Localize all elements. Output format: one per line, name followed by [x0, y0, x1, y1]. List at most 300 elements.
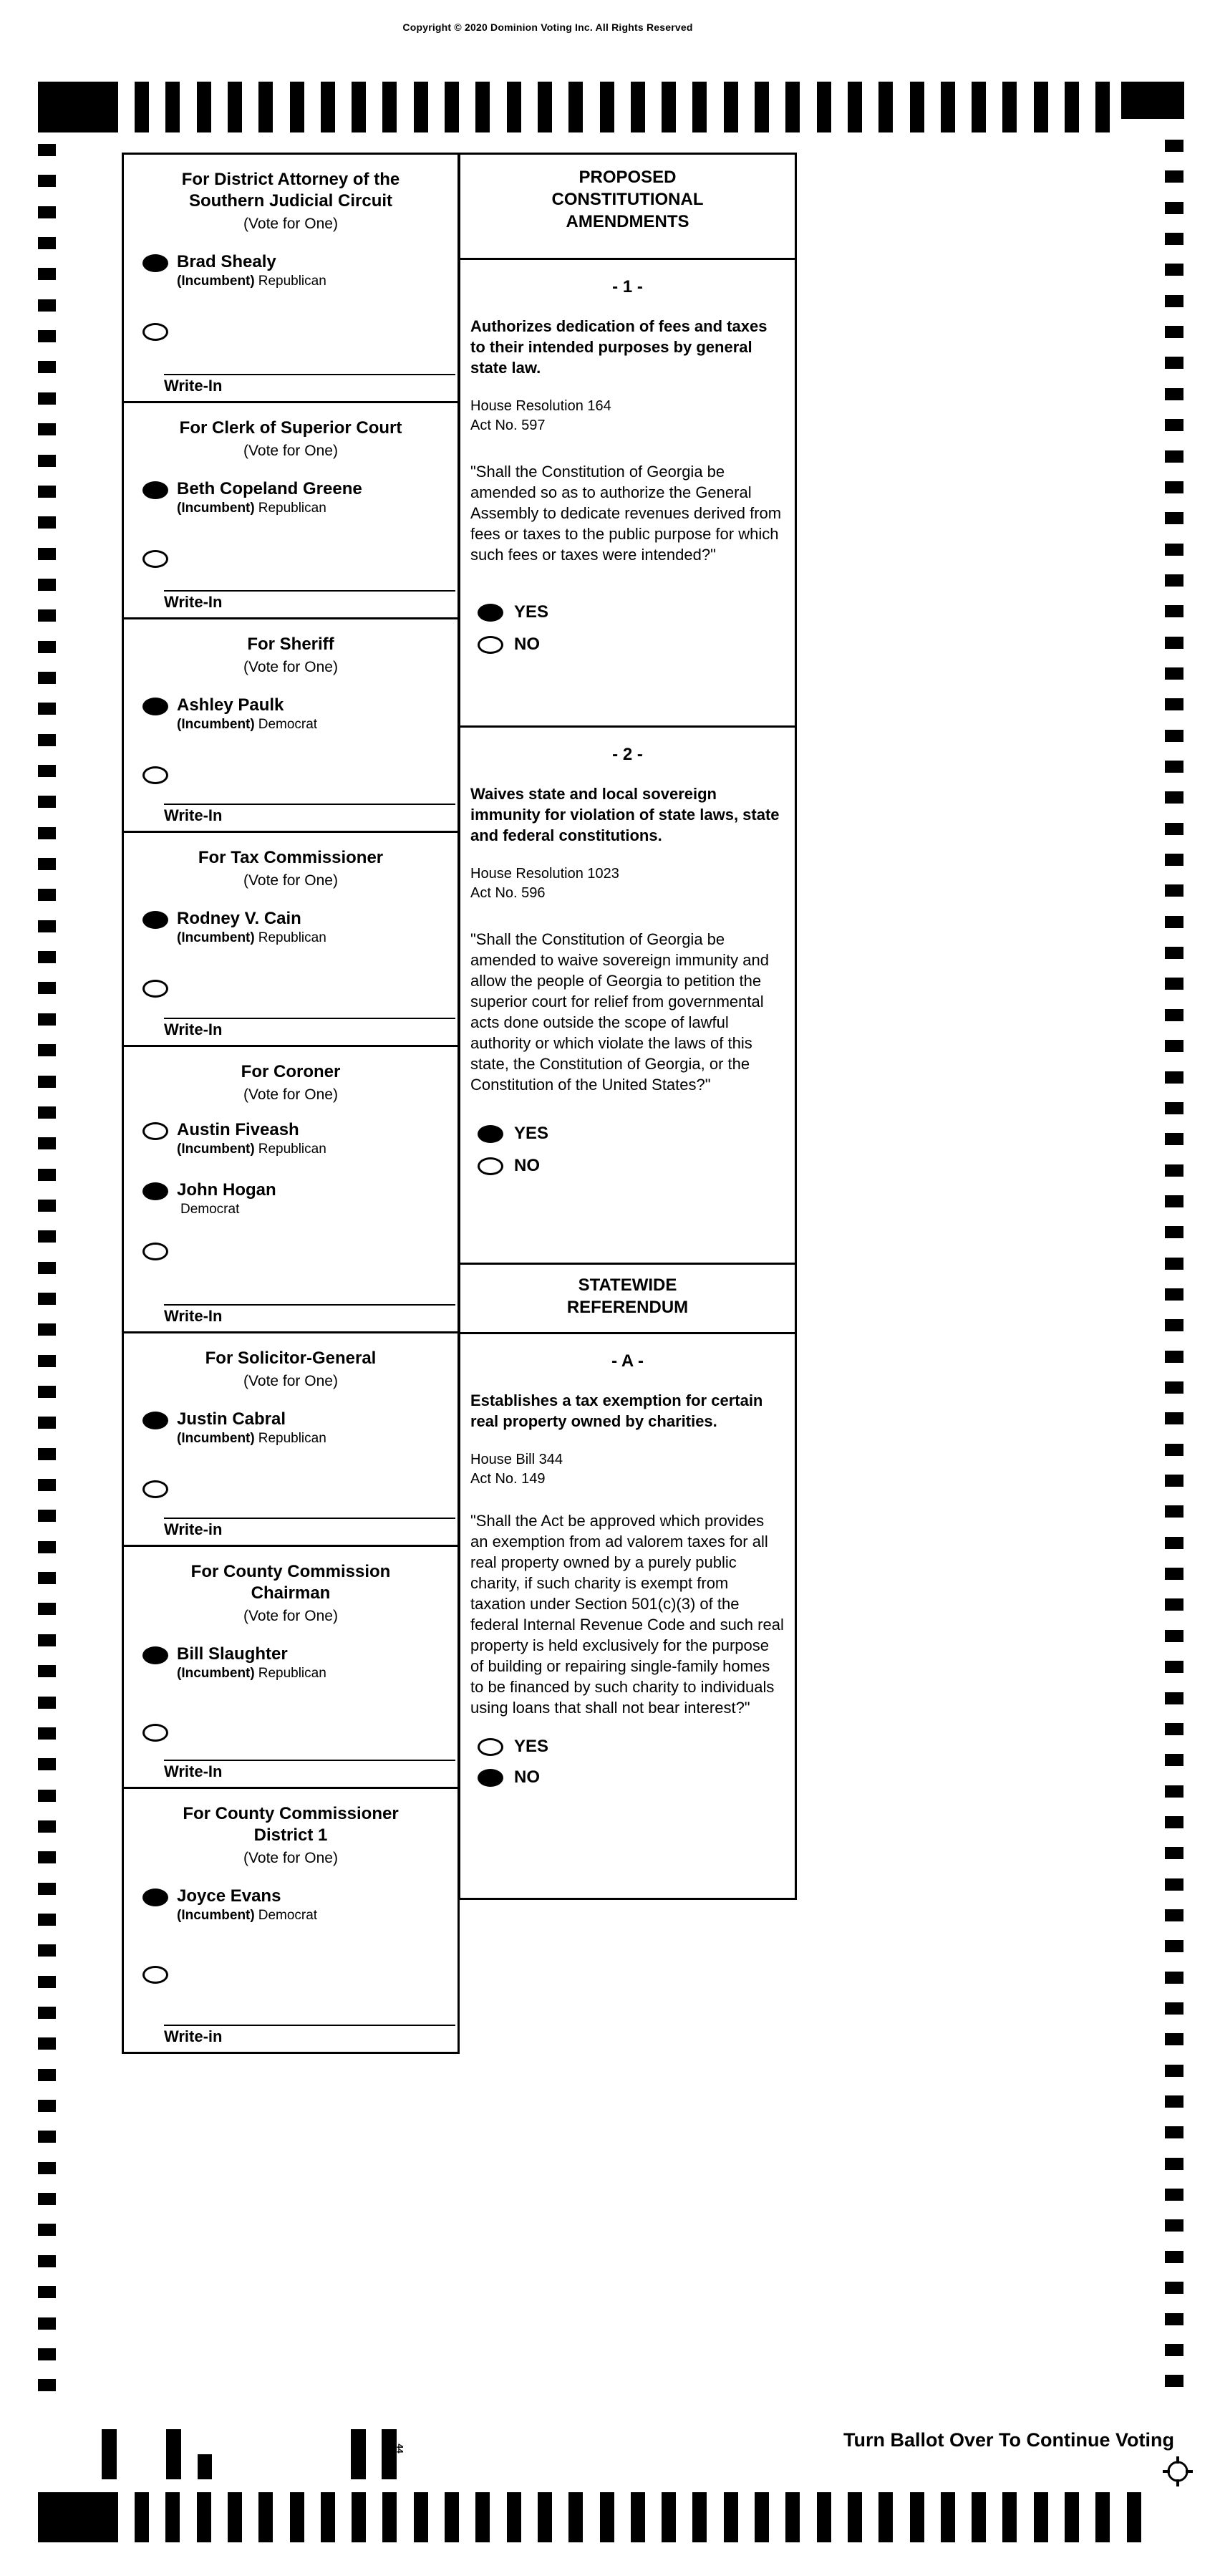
- stub-bar: [166, 2429, 181, 2479]
- timing-mark: [38, 2069, 56, 2081]
- timing-mark: [1165, 140, 1183, 152]
- timing-mark: [1165, 823, 1183, 835]
- timing-mark: [755, 82, 769, 132]
- contest-column: [122, 153, 460, 2054]
- timing-mark: [38, 1293, 56, 1305]
- contest-title: [124, 847, 458, 869]
- vote-for-instruction: (Vote for One): [243, 1373, 338, 1389]
- stub-bar: [102, 2429, 117, 2479]
- timing-mark: [1165, 1878, 1183, 1891]
- no-label: NO: [514, 635, 540, 654]
- yes-label: YES: [514, 602, 549, 622]
- timing-mark: [38, 2492, 118, 2542]
- timing-mark: [382, 82, 397, 132]
- timing-mark: [910, 82, 924, 132]
- contest-title: [124, 1561, 458, 1604]
- timing-mark: [165, 82, 180, 132]
- candidate-oval[interactable]: [142, 1646, 168, 1664]
- timing-mark: [1165, 1661, 1183, 1673]
- write-in-label: Write-in: [164, 2027, 223, 2045]
- timing-mark: [38, 920, 56, 932]
- timing-mark: [475, 2492, 490, 2542]
- timing-mark: [445, 82, 459, 132]
- timing-mark: [38, 1697, 56, 1709]
- timing-mark: [1165, 1071, 1183, 1084]
- write-in-oval[interactable]: [142, 1966, 168, 1984]
- write-in-oval[interactable]: [142, 323, 168, 341]
- timing-mark: [878, 82, 893, 132]
- timing-mark: [724, 82, 738, 132]
- timing-mark: [1165, 1537, 1183, 1549]
- vote-for-instruction: (Vote for One): [243, 1608, 338, 1624]
- timing-mark: [38, 392, 56, 405]
- timing-mark: [1165, 574, 1183, 587]
- no-choice-row: [478, 1767, 785, 1788]
- yes-oval[interactable]: [478, 1125, 503, 1143]
- timing-mark: [1165, 419, 1183, 431]
- candidate-detail: (Incumbent) Republican: [177, 930, 326, 945]
- measure-ref-line: Act No. 597: [470, 418, 546, 433]
- contest-title-line: For Coroner: [241, 1062, 341, 1081]
- candidate-row: [142, 1409, 458, 1447]
- header-line: STATEWIDE: [578, 1275, 677, 1295]
- contest-solicitor-general: [124, 1333, 458, 1547]
- candidate-info: [177, 1886, 317, 1924]
- timing-mark: [1165, 1444, 1183, 1456]
- timing-mark: [1165, 202, 1183, 214]
- header-line: AMENDMENTS: [566, 212, 689, 231]
- candidate-name: Justin Cabral: [177, 1409, 286, 1429]
- candidate-row: [142, 1888, 458, 1924]
- timing-mark: [1165, 512, 1183, 524]
- timing-mark: [321, 82, 335, 132]
- write-in-area[interactable]: [164, 374, 455, 397]
- write-in-oval-row: [142, 1480, 458, 1498]
- timing-mark: [228, 82, 242, 132]
- timing-mark: [38, 548, 56, 560]
- timing-mark: [817, 2492, 831, 2542]
- timing-mark: [1165, 2251, 1183, 2263]
- timing-mark: [352, 82, 366, 132]
- timing-mark: [1065, 82, 1079, 132]
- timing-mark: [38, 641, 56, 653]
- timing-mark: [38, 2348, 56, 2360]
- timing-mark: [1165, 1009, 1183, 1021]
- candidate-oval[interactable]: [142, 1888, 168, 1906]
- timing-mark: [258, 82, 273, 132]
- timing-mark: [755, 2492, 769, 2542]
- yes-choice-row: [478, 1124, 785, 1144]
- timing-mark: [414, 82, 428, 132]
- candidate-info: [177, 479, 362, 517]
- vote-for-instruction: (Vote for One): [243, 443, 338, 459]
- timing-mark: [38, 1230, 56, 1243]
- timing-mark: [1165, 1133, 1183, 1145]
- turn-ballot-over-text: Turn Ballot Over To Continue Voting: [843, 2429, 1174, 2451]
- timing-mark: [38, 2317, 56, 2330]
- timing-mark: [1165, 2344, 1183, 2356]
- timing-mark: [38, 672, 56, 684]
- timing-mark: [38, 1820, 56, 1833]
- timing-mark: [414, 2492, 428, 2542]
- candidate-row: [142, 911, 458, 947]
- timing-mark: [848, 82, 862, 132]
- timing-mark: [38, 1448, 56, 1460]
- timing-mark: [38, 330, 56, 342]
- write-in-oval-row: [142, 980, 458, 998]
- timing-mark: [382, 2492, 397, 2542]
- timing-mark: [38, 889, 56, 901]
- timing-mark: [1165, 1164, 1183, 1177]
- candidate-oval[interactable]: [142, 1182, 168, 1200]
- timing-mark: [228, 2492, 242, 2542]
- contest-title-line: For County Commissioner: [183, 1804, 399, 1823]
- write-in-oval-row: [142, 1724, 458, 1742]
- timing-mark: [38, 1479, 56, 1491]
- measures-column: [458, 153, 797, 1900]
- stub-number: 44: [394, 2444, 405, 2454]
- candidate-detail: (Incumbent) Democrat: [177, 717, 318, 732]
- timing-mark: [1165, 2282, 1183, 2294]
- timing-mark: [1165, 667, 1183, 680]
- timing-mark: [1165, 791, 1183, 804]
- candidate-info: [177, 695, 317, 733]
- timing-mark: [38, 1510, 56, 1522]
- amendment-2: [460, 728, 795, 1265]
- timing-mark: [1165, 854, 1183, 866]
- timing-mark: [38, 268, 56, 280]
- timing-mark: [38, 455, 56, 467]
- candidate-info: [177, 252, 326, 290]
- measure-references: [470, 1450, 785, 1489]
- candidate-row: [142, 481, 458, 517]
- contest-title-line: Southern Judicial Circuit: [188, 191, 393, 211]
- candidate-detail: (Incumbent) Republican: [177, 1142, 326, 1157]
- write-in-oval-row: [142, 550, 458, 568]
- candidate-row: [142, 1122, 458, 1158]
- timing-mark: [1034, 82, 1048, 132]
- registration-target-icon: [1161, 2455, 1194, 2488]
- write-in-oval[interactable]: [142, 1243, 168, 1260]
- timing-mark: [38, 1790, 56, 1802]
- timing-mark: [1165, 1754, 1183, 1766]
- timing-mark: [38, 796, 56, 808]
- timing-mark: [38, 2100, 56, 2112]
- timing-mark: [38, 1137, 56, 1149]
- candidate-oval[interactable]: [142, 1412, 168, 1429]
- candidate-info: [177, 1644, 326, 1682]
- timing-mark: [1165, 264, 1183, 276]
- write-in-area[interactable]: [164, 590, 455, 613]
- contest-district-attorney: [124, 155, 458, 403]
- timing-mark: [1165, 2065, 1183, 2077]
- timing-mark: [38, 734, 56, 746]
- timing-mark: [1165, 326, 1183, 338]
- timing-mark: [38, 2131, 56, 2143]
- no-label: NO: [514, 1767, 540, 1787]
- measure-ref-line: Act No. 149: [470, 1471, 546, 1487]
- contest-tax-commissioner: [124, 833, 458, 1047]
- contest-title: [124, 1061, 458, 1083]
- write-in-area[interactable]: [164, 2025, 455, 2047]
- contest-title: [124, 634, 458, 655]
- timing-mark: [38, 2193, 56, 2205]
- timing-mark: [1165, 2375, 1183, 2387]
- candidate-oval[interactable]: [142, 1122, 168, 1140]
- timing-mark: [1165, 1319, 1183, 1331]
- candidate-oval[interactable]: [142, 481, 168, 499]
- timing-mark: [538, 82, 552, 132]
- timing-mark: [1165, 1723, 1183, 1735]
- candidate-name: John Hogan: [177, 1180, 276, 1200]
- candidate-detail: (Incumbent) Republican: [177, 1431, 326, 1446]
- candidate-info: [177, 1180, 276, 1218]
- timing-mark: [38, 1758, 56, 1770]
- yes-choice-row: [478, 1737, 785, 1757]
- candidate-detail: (Incumbent) Republican: [177, 274, 326, 289]
- candidate-oval[interactable]: [142, 911, 168, 929]
- write-in-label: Write-In: [164, 377, 223, 395]
- write-in-oval[interactable]: [142, 980, 168, 998]
- vote-for-instruction: (Vote for One): [243, 659, 338, 675]
- timing-mark: [724, 2492, 738, 2542]
- timing-mark: [38, 2224, 56, 2236]
- timing-mark: [1165, 1475, 1183, 1487]
- candidate-info: [177, 909, 326, 947]
- contest-title-line: For Clerk of Superior Court: [179, 418, 402, 438]
- timing-mark: [878, 2492, 893, 2542]
- timing-mark: [1165, 295, 1183, 307]
- candidate-oval[interactable]: [142, 254, 168, 272]
- timing-mark: [38, 516, 56, 529]
- contest-coroner: [124, 1047, 458, 1333]
- contest-title-line: For District Attorney of the: [181, 170, 400, 189]
- write-in-area[interactable]: [164, 1760, 455, 1783]
- candidate-detail: (Incumbent) Republican: [177, 1666, 326, 1681]
- timing-mark: [1165, 1598, 1183, 1611]
- header-line: CONSTITUTIONAL: [551, 190, 704, 209]
- contest-title-line: For Solicitor-General: [205, 1349, 377, 1368]
- write-in-oval[interactable]: [142, 766, 168, 784]
- timing-mark: [38, 1572, 56, 1584]
- timing-mark: [38, 982, 56, 994]
- timing-mark: [38, 951, 56, 963]
- timing-mark: [38, 579, 56, 591]
- timing-mark: [38, 237, 56, 249]
- vote-for-instruction: (Vote for One): [243, 872, 338, 889]
- measure-ref-line: House Resolution 1023: [470, 866, 619, 882]
- yes-label: YES: [514, 1737, 549, 1756]
- timing-mark: [507, 82, 521, 132]
- timing-mark: [38, 361, 56, 373]
- timing-mark: [1165, 1909, 1183, 1921]
- timing-mark: [38, 1417, 56, 1429]
- write-in-oval[interactable]: [142, 1724, 168, 1742]
- measure-question: "Shall the Constitution of Georgia be amended to waive sovereign immunity and allow the people of Georgia to petition the superior court for relief from governmental acts done outside the scope of lawful authority or which violate the laws of this state, the Constitution of Georgia, or the Constitution of the United States?": [470, 930, 770, 1094]
- timing-mark: [135, 82, 149, 132]
- timing-mark: [1165, 730, 1183, 742]
- timing-mark: [1165, 1412, 1183, 1424]
- vote-for-instruction: (Vote for One): [243, 216, 338, 232]
- timing-mark: [1165, 1630, 1183, 1642]
- candidate-name: Beth Copeland Greene: [177, 479, 362, 498]
- timing-mark: [972, 82, 986, 132]
- timing-mark: [1002, 82, 1017, 132]
- no-choice-row: [478, 635, 785, 655]
- measure-summary: Authorizes dedication of fees and taxes to their intended purposes by general state law.: [470, 317, 768, 377]
- timing-mark: [1095, 82, 1110, 132]
- timing-mark: [1165, 544, 1183, 556]
- write-in-oval-row: [142, 1243, 458, 1260]
- timing-mark: [38, 423, 56, 435]
- timing-mark: [38, 175, 56, 187]
- amendment-1: [460, 260, 795, 728]
- timing-mark: [662, 2492, 676, 2542]
- measure-number: - 2 -: [612, 745, 643, 764]
- timing-mark: [817, 82, 831, 132]
- candidate-row: [142, 695, 458, 733]
- contest-title-line: For County Commission: [190, 1562, 391, 1581]
- timing-mark: [290, 2492, 304, 2542]
- timing-mark: [1165, 1195, 1183, 1207]
- timing-mark: [568, 82, 583, 132]
- timing-mark: [38, 1541, 56, 1553]
- measure-summary: Establishes a tax exemption for certain real property owned by charities.: [470, 1391, 763, 1430]
- timing-mark: [1034, 2492, 1048, 2542]
- timing-mark: [38, 1013, 56, 1026]
- timing-mark: [258, 2492, 273, 2542]
- write-in-label: Write-In: [164, 806, 223, 824]
- timing-mark: [1165, 1568, 1183, 1580]
- candidate-info: [177, 1120, 326, 1158]
- timing-mark: [445, 2492, 459, 2542]
- timing-mark: [1165, 698, 1183, 710]
- timing-mark: [38, 1665, 56, 1677]
- timing-mark: [38, 2255, 56, 2267]
- timing-mark: [1165, 761, 1183, 773]
- timing-mark: [1002, 2492, 1017, 2542]
- no-oval[interactable]: [478, 636, 503, 654]
- candidate-detail: (Incumbent) Republican: [177, 501, 326, 516]
- timing-mark: [38, 1944, 56, 1957]
- contest-title: [124, 1803, 458, 1846]
- measure-number: - 1 -: [612, 277, 643, 296]
- no-oval[interactable]: [478, 1157, 503, 1175]
- timing-mark: [1165, 1226, 1183, 1238]
- write-in-area[interactable]: [164, 1304, 455, 1327]
- vote-for-instruction: (Vote for One): [243, 1086, 338, 1103]
- timing-mark: [1121, 82, 1184, 119]
- header-line: PROPOSED: [578, 168, 677, 187]
- timing-mark: [1165, 1692, 1183, 1704]
- timing-mark: [1165, 1288, 1183, 1301]
- candidate-name: Brad Shealy: [177, 252, 276, 271]
- timing-mark: [507, 2492, 521, 2542]
- timing-mark: [38, 1914, 56, 1926]
- write-in-oval-row: [142, 1966, 458, 1984]
- write-in-oval-row: [142, 766, 458, 784]
- timing-mark: [1165, 1816, 1183, 1828]
- candidate-row: [142, 1182, 458, 1218]
- timing-mark: [38, 206, 56, 218]
- write-in-area[interactable]: [164, 804, 455, 826]
- timing-mark: [38, 765, 56, 777]
- yes-choice-row: [478, 602, 785, 622]
- stub-bar: [198, 2454, 212, 2479]
- timing-mark: [1165, 1351, 1183, 1363]
- no-oval[interactable]: [478, 1769, 503, 1787]
- timing-mark: [38, 2379, 56, 2391]
- timing-mark: [197, 2492, 211, 2542]
- measure-references: [470, 397, 785, 435]
- timing-mark: [38, 1603, 56, 1615]
- timing-mark: [38, 609, 56, 622]
- timing-mark: [38, 1262, 56, 1274]
- timing-mark: [848, 2492, 862, 2542]
- timing-mark: [692, 2492, 707, 2542]
- contest-title-line: District 1: [253, 1825, 328, 1845]
- timing-mark: [475, 82, 490, 132]
- write-in-area[interactable]: [164, 1518, 455, 1540]
- timing-mark: [1165, 2189, 1183, 2201]
- yes-oval[interactable]: [478, 604, 503, 622]
- timing-mark: [321, 2492, 335, 2542]
- candidate-info: [177, 1409, 326, 1447]
- timing-mark: [38, 827, 56, 839]
- timing-mark: [1165, 2002, 1183, 2015]
- timing-mark: [1165, 2158, 1183, 2170]
- write-in-oval-row: [142, 323, 458, 341]
- no-choice-row: [478, 1156, 785, 1176]
- contest-title: [124, 169, 458, 212]
- timing-mark: [38, 486, 56, 498]
- timing-mark: [38, 858, 56, 870]
- yes-oval[interactable]: [478, 1738, 503, 1756]
- timing-mark: [38, 1976, 56, 1988]
- timing-mark: [1165, 1505, 1183, 1518]
- measure-summary: Waives state and local sovereign immunity for violation of state laws, state and federal constitutions.: [470, 785, 780, 844]
- timing-mark: [941, 2492, 955, 2542]
- measure-question: "Shall the Constitution of Georgia be amended so as to authorize the General Assembly to dedicate revenues derived from fees or taxes to the public purpose for which such fees or taxes were intended?": [470, 463, 782, 564]
- contest-title: [124, 418, 458, 439]
- candidate-detail: (Incumbent) Democrat: [177, 1908, 318, 1923]
- write-in-area[interactable]: [164, 1018, 455, 1041]
- timing-mark: [1165, 2033, 1183, 2045]
- contest-sheriff: [124, 619, 458, 833]
- timing-mark: [38, 2286, 56, 2298]
- measure-question: "Shall the Act be approved which provides an exemption from ad valorem taxes for all real property owned by a purely public charity, if such charity is exempt from taxation under Section 501(c)(3) of the federal Internal Revenue Code and such real property is held exclusively for the purpose of building or repairing single-family homes to be financed by such charity to individuals using loans that shall not bear interest?": [470, 1512, 784, 1717]
- timing-mark: [1165, 450, 1183, 463]
- timing-mark: [352, 2492, 366, 2542]
- write-in-oval[interactable]: [142, 1480, 168, 1498]
- timing-mark: [38, 2037, 56, 2050]
- referendum-a: [460, 1334, 795, 1898]
- timing-mark: [1165, 1972, 1183, 1984]
- timing-mark: [1165, 481, 1183, 493]
- candidate-oval[interactable]: [142, 698, 168, 715]
- timing-mark: [941, 82, 955, 132]
- write-in-oval[interactable]: [142, 550, 168, 568]
- timing-mark: [38, 1106, 56, 1119]
- candidate-name: Ashley Paulk: [177, 695, 284, 715]
- measure-ref-line: House Bill 344: [470, 1452, 563, 1467]
- timing-mark: [38, 1634, 56, 1646]
- timing-mark: [1165, 947, 1183, 959]
- write-in-label: Write-In: [164, 1021, 223, 1038]
- timing-mark: [785, 82, 800, 132]
- timing-mark: [1165, 233, 1183, 245]
- timing-mark: [1165, 2313, 1183, 2325]
